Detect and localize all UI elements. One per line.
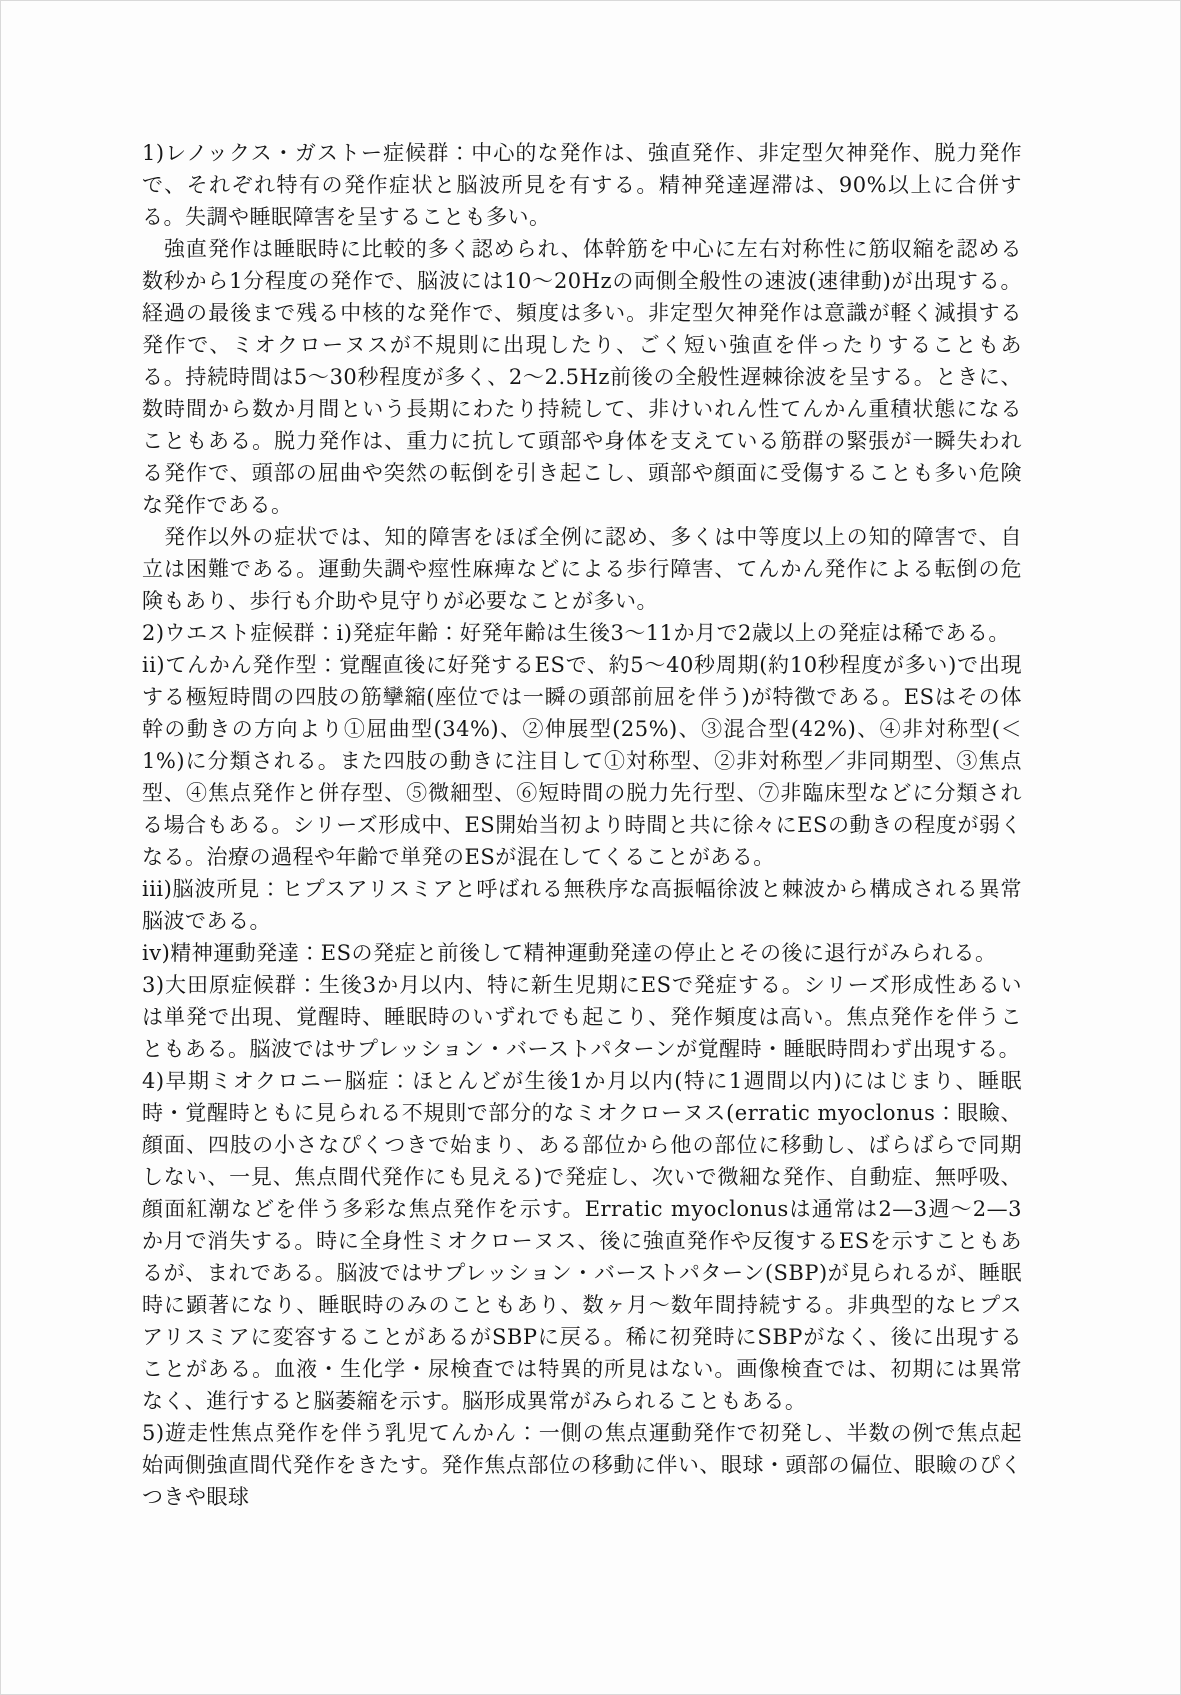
paragraph-lennox-gastaut-intro: 1)レノックス・ガストー症候群：中心的な発作は、強直発作、非定型欠神発作、脱力発作で、それぞれ特有の発作症状と脳波所見を有する。精神発達遅滞は、90%以上に合併する。失調や睡眠障害を呈することも多い。 [142, 141, 1022, 229]
paragraph-early-myoclonic-encephalopathy: 4)早期ミオクロニー脳症：ほとんどが生後1か月以内(特に1週間以内)にはじまり、睡眠時・覚醒時ともに見られる不規則で部分的なミオクローヌス(erratic myoclonus：眼瞼、顔面、四肢の小さなぴくつきで始まり、ある部位から他の部位に移動し、ばらばらで同期しない、一見、焦点間代発作にも見える)で発症し、次いで微細な発作、自動症、無呼吸、顔面紅潮などを伴う多彩な焦点発作を示す。Erratic myoclonusは通常は2—3週〜2—3か月で消失する。時に全身性ミオクローヌス、後に強直発作や反復するESを示すこともあるが、まれである。脳波ではサプレッション・バーストパターン(SBP)が見られるが、睡眠時に顕著になり、睡眠時のみのこともあり、数ヶ月〜数年間持続する。非典型的なヒプスアリスミアに変容することがあるがSBPに戻る。稀に初発時にSBPがなく、後に出現することがある。血液・生化学・尿検査では特異的所見はない。画像検査では、初期には異常なく、進行すると脳萎縮を示す。脳形成異常がみられることもある。 [142, 1069, 1022, 1413]
paragraph-tonic-seizure-detail: 強直発作は睡眠時に比較的多く認められ、体幹筋を中心に左右対称性に筋収縮を認める数秒から1分程度の発作で、脳波には10〜20Hzの両側全般性の速波(速律動)が出現する。経過の最後まで残る中核的な発作で、頻度は多い。非定型欠神発作は意識が軽く減損する発作で、ミオクローヌスが不規則に出現したり、ごく短い強直を伴ったりすることもある。持続時間は5〜30秒程度が多く、2〜2.5Hz前後の全般性遅棘徐波を呈する。ときに、数時間から数か月間という長期にわたり持続して、非けいれん性てんかん重積状態になることもある。脱力発作は、重力に抗して頭部や身体を支えている筋群の緊張が一瞬失われる発作で、頭部の屈曲や突然の転倒を引き起こし、頭部や顔面に受傷することも多い危険な発作である。 [142, 237, 1022, 517]
paragraph-west-syndrome-psychomotor: iv)精神運動発達：ESの発症と前後して精神運動発達の停止とその後に退行がみられる。 [142, 941, 997, 965]
paragraph-migrating-focal-seizures: 5)遊走性焦点発作を伴う乳児てんかん：一側の焦点運動発作で初発し、半数の例で焦点起始両側強直間代発作をきたす。発作焦点部位の移動に伴い、眼球・頭部の偏位、眼瞼のぴくつきや眼球 [142, 1421, 1022, 1509]
paragraph-ohtahara-syndrome: 3)大田原症候群：生後3か月以内、特に新生児期にESで発症する。シリーズ形成性あるいは単発で出現、覚醒時、睡眠時のいずれでも起こり、発作頻度は高い。焦点発作を伴うこともある。脳波ではサプレッション・バーストパターンが覚醒時・睡眠時問わず出現する。 [142, 973, 1022, 1061]
paragraph-nonseizure-symptoms: 発作以外の症状では、知的障害をほぼ全例に認め、多くは中等度以上の知的障害で、自立は困難である。運動失調や痙性麻痺などによる歩行障害、てんかん発作による転倒の危険もあり、歩行も介助や見守りが必要なことが多い。 [142, 525, 1022, 613]
paragraph-west-syndrome-seizure-type: ii)てんかん発作型：覚醒直後に好発するESで、約5〜40秒周期(約10秒程度が多い)で出現する極短時間の四肢の筋攣縮(座位では一瞬の頭部前屈を伴う)が特徴である。ESはその体幹の動きの方向より①屈曲型(34%)、②伸展型(25%)、③混合型(42%)、④非対称型(＜1%)に分類される。また四肢の動きに注目して①対称型、②非対称型／非同期型、③焦点型、④焦点発作と併存型、⑤微細型、⑥短時間の脱力先行型、⑦非臨床型などに分類される場合もある。シリーズ形成中、ES開始当初より時間と共に徐々にESの動きの程度が弱くなる。治療の過程や年齢で単発のESが混在してくることがある。 [142, 653, 1022, 869]
paragraph-west-syndrome-eeg: iii)脳波所見：ヒプスアリスミアと呼ばれる無秩序な高振幅徐波と棘波から構成される異常脳波である。 [142, 877, 1022, 933]
paragraph-west-syndrome-onset-age: 2)ウエスト症候群：i)発症年齢：好発年齢は生後3〜11か月で2歳以上の発症は稀である。 [142, 621, 1010, 645]
